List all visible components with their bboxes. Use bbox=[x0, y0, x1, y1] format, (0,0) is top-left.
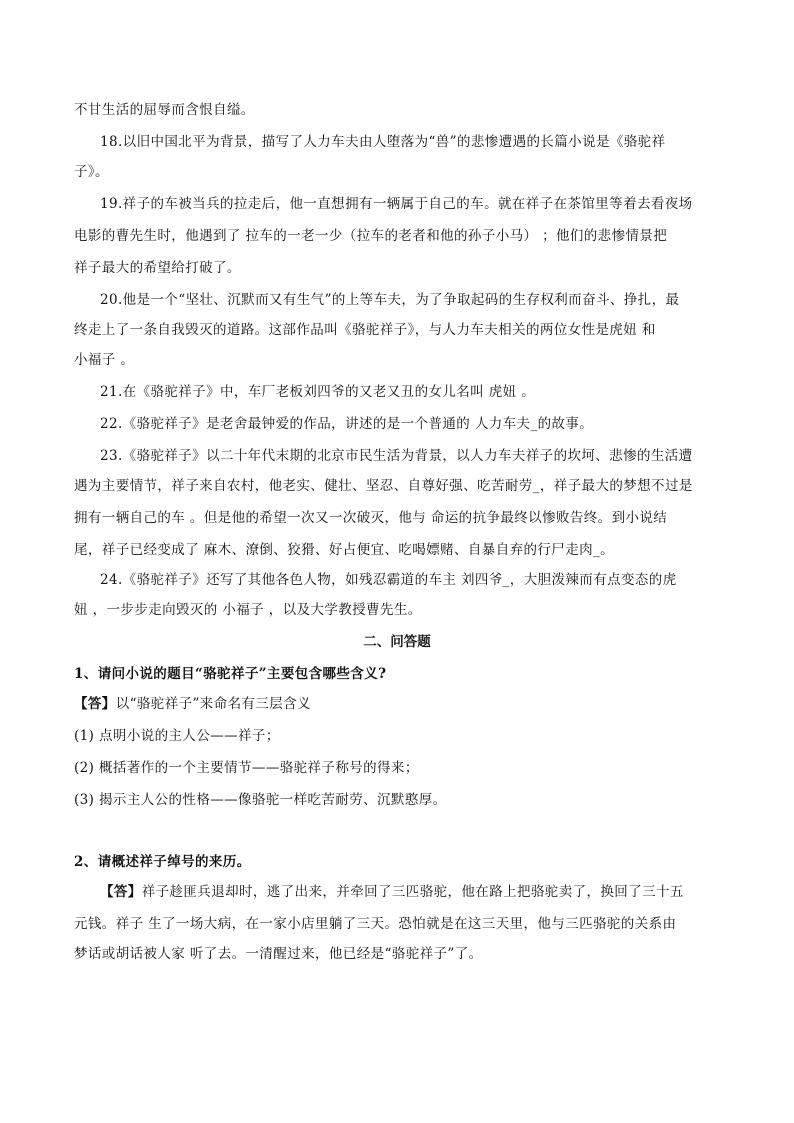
answer-1-point: (1) 点明小说的主人公——祥子； bbox=[74, 728, 280, 744]
answer-label: 【答】 bbox=[74, 696, 116, 712]
text-line: 21.在《骆驼祥子》中，车厂老板刘四爷的又老又丑的女儿名叫 虎妞 。 bbox=[100, 384, 536, 400]
question-2: 2、请概述祥子绰号的来历。 bbox=[74, 854, 251, 870]
text-line: 拥有一辆自己的车 。但是他的希望一次又一次破灭，他与 命运的抗争最终以惨败告终。到小说结 bbox=[74, 510, 668, 526]
answer-text: 祥子趁匪兵退却时，逃了出来，并牵回了三匹骆驼，他在路上把骆驼卖了，换回了三十五 bbox=[141, 884, 684, 900]
question-1: 1、请问小说的题目“骆驼祥子”主要包含哪些含义? bbox=[74, 666, 387, 682]
text-line: 19.祥子的车被当兵的拉走后，他一直想拥有一辆属于自己的车。就在祥子在茶馆里等着去看夜场 bbox=[100, 196, 693, 212]
section-title: 二、问答题 bbox=[363, 634, 431, 650]
text-line: 18.以旧中国北平为背景，描写了人力车夫由人堕落为“兽”的悲惨遭遇的长篇小说是《骆驼祥 bbox=[100, 134, 666, 150]
answer-1-point: (3) 揭示主人公的性格——像骆驼一样吃苦耐劳、沉默憨厚。 bbox=[74, 792, 447, 808]
text-line: 遇为主要情节，祥子来自农村，他老实、健壮、坚忍、自尊好强、吃苦耐劳_，祥子最大的梦想不过是 bbox=[74, 478, 693, 494]
text-line: 22.《骆驼祥子》是老舍最钟爱的作品，讲述的是一个普通的 人力车夫_的故事。 bbox=[100, 416, 594, 432]
answer-2-line bbox=[100, 882, 734, 902]
text-line: 终走上了一条自我毁灭的道路。这部作品叫《骆驼祥子》，与人力车夫相关的两位女性是虎妞 和 bbox=[74, 322, 656, 338]
text-line: 妞 ，一步步走向毁灭的 小福子 ，以及大学教授曹先生。 bbox=[74, 602, 422, 618]
answer-2-line: 梦话或胡话被人家 听了去。一清醒过来，他已经是“骆驼祥子”了。 bbox=[74, 946, 483, 962]
answer-label: 【答】 bbox=[100, 884, 142, 900]
answer-1-intro-line bbox=[74, 694, 734, 714]
text-line: 20.他是一个“坚壮、沉默而又有生气”的上等车夫，为了争取起码的生存权利而奋斗、挣扎，最 bbox=[100, 292, 680, 308]
text-line: 尾，祥子已经变成了 麻木、潦倒、狡猾、好占便宜、吃喝嫖赌、自暴自弃的行尸走肉_。 bbox=[74, 542, 615, 558]
text-line: 不甘生活的屈辱而含恨自缢。 bbox=[74, 102, 255, 118]
answer-intro: 以“骆驼祥子”来命名有三层含义 bbox=[115, 696, 312, 712]
text-line: 小福子 。 bbox=[74, 352, 135, 368]
answer-1-point: (2) 概括著作的一个主要情节——骆驼祥子称号的得来； bbox=[74, 760, 419, 776]
text-line: 电影的曹先生时，他遇到了 拉车的一老一少（拉车的老者和他的孙子小马） ；他们的悲惨情景把 bbox=[74, 228, 668, 244]
text-line: 23.《骆驼祥子》以二十年代末期的北京市民生活为背景，以人力车夫祥子的坎坷、悲惨的生活遭 bbox=[100, 448, 693, 464]
answer-2-line: 元钱。祥子 生了一场大病，在一家小店里躺了三天。恐怕就是在这三天里，他与三匹骆驼的关系由 bbox=[74, 916, 677, 932]
text-line: 祥子最大的希望给打破了。 bbox=[74, 260, 241, 276]
text-line: 24.《骆驼祥子》还写了其他各色人物，如残忍霸道的车主 刘四爷_，大胆泼辣而有点变态的虎 bbox=[100, 572, 677, 588]
text-line: 子》。 bbox=[74, 164, 109, 180]
